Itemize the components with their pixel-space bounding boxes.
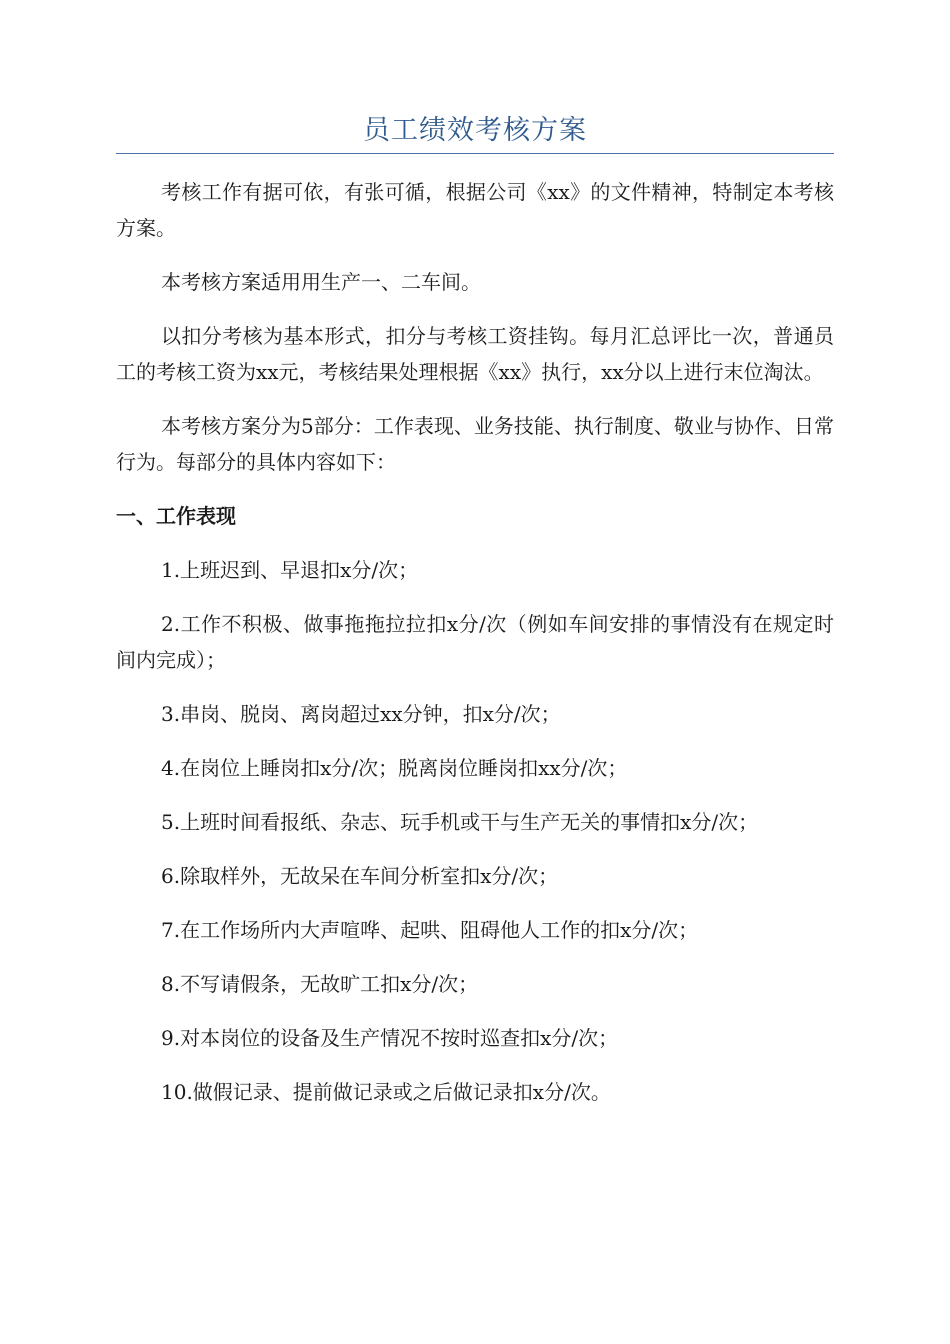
section-heading-work-performance: 一、工作表现: [116, 504, 236, 528]
paragraph-parts: 本考核方案分为5部分：工作表现、业务技能、执行制度、敬业与协作、日常行为。每部分的具体内容如下：: [116, 414, 834, 474]
title-underline: [116, 153, 834, 154]
list-item: 3.串岗、脱岗、离岗超过xx分钟，扣x分/次；: [161, 702, 561, 726]
paragraph-form: 以扣分考核为基本形式，扣分与考核工资挂钩。每月汇总评比一次，普通员工的考核工资为xx元，考核结果处理根据《xx》执行，xx分以上进行末位淘汰。: [116, 324, 834, 384]
paragraph-basis: 考核工作有据可依，有张可循，根据公司《xx》的文件精神，特制定本考核方案。: [116, 180, 834, 240]
list-item: 5.上班时间看报纸、杂志、玩手机或干与生产无关的事情扣x分/次；: [161, 810, 759, 834]
list-item: 9.对本岗位的设备及生产情况不按时巡查扣x分/次；: [161, 1026, 619, 1050]
list-item: 8.不写请假条，无故旷工扣x分/次；: [161, 972, 479, 996]
list-item: 1.上班迟到、早退扣x分/次；: [161, 558, 419, 582]
document-page: [116, 108, 834, 1128]
list-item: 4.在岗位上睡岗扣x分/次；脱离岗位睡岗扣xx分/次；: [161, 756, 628, 780]
document-title: 员工绩效考核方案: [363, 115, 587, 146]
list-item: 10.做假记录、提前做记录或之后做记录扣x分/次。: [161, 1080, 611, 1104]
list-item: 6.除取样外，无故呆在车间分析室扣x分/次；: [161, 864, 559, 888]
paragraph-scope: 本考核方案适用用生产一、二车间。: [161, 270, 481, 294]
list-item: 2.工作不积极、做事拖拖拉拉扣x分/次（例如车间安排的事情没有在规定时间内完成）；: [116, 612, 834, 672]
list-item: 7.在工作场所内大声喧哗、起哄、阻碍他人工作的扣x分/次；: [161, 918, 699, 942]
